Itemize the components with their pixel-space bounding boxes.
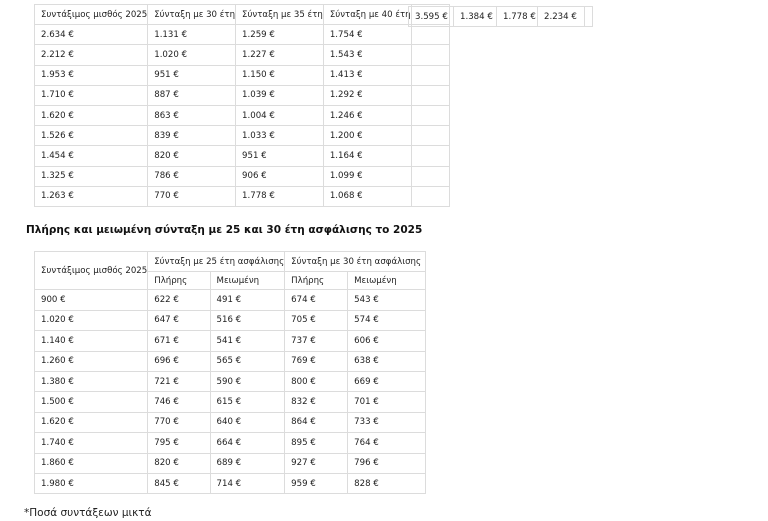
column-header: Συντάξιμος μισθός 2025	[35, 5, 148, 25]
table-cell: 2.634 €	[35, 25, 148, 45]
table-cell: 1.131 €	[148, 25, 236, 45]
table-cell: 1.620 €	[35, 412, 148, 432]
section-heading: Πλήρης και μειωμένη σύνταξη με 25 και 30 έτη ασφάλισης το 2025	[26, 224, 423, 236]
column-header: Πλήρης	[148, 272, 210, 290]
table-cell: 863 €	[148, 105, 236, 125]
empty-cell	[411, 45, 449, 65]
table-cell: 764 €	[348, 433, 426, 453]
table-cell: 795 €	[148, 433, 210, 453]
table-row	[35, 65, 450, 85]
table-cell: 1.263 €	[35, 186, 148, 206]
empty-cell	[411, 126, 449, 146]
table-cell: 1.200 €	[323, 126, 411, 146]
table-cell: 1.099 €	[323, 166, 411, 186]
table-cell: 674 €	[285, 290, 348, 310]
table-cell: 832 €	[285, 392, 348, 412]
table-row	[35, 310, 426, 330]
table-cell: 796 €	[348, 453, 426, 473]
table-cell: 900 €	[35, 290, 148, 310]
table-cell: 1.380 €	[35, 371, 148, 391]
table-cell: 671 €	[148, 331, 210, 351]
table-cell: 839 €	[148, 126, 236, 146]
table-cell: 746 €	[148, 392, 210, 412]
table-header-row	[35, 252, 426, 272]
table-cell: 820 €	[148, 146, 236, 166]
table-row	[35, 146, 450, 166]
empty-cell	[411, 105, 449, 125]
table-row	[35, 25, 450, 45]
table-cell: 590 €	[210, 371, 285, 391]
table-cell: 770 €	[148, 412, 210, 432]
empty-cell	[585, 7, 593, 27]
empty-cell	[411, 146, 449, 166]
column-header: Μειωμένη	[210, 272, 285, 290]
table-cell: 664 €	[210, 433, 285, 453]
table-cell: 1.710 €	[35, 85, 148, 105]
table-row	[35, 453, 426, 473]
table-row	[35, 126, 450, 146]
table-cell: 828 €	[348, 473, 426, 493]
column-header: Πλήρης	[285, 272, 348, 290]
table-cell: 1.526 €	[35, 126, 148, 146]
table-cell: 1.413 €	[323, 65, 411, 85]
table-row	[35, 290, 426, 310]
table-cell: 696 €	[148, 351, 210, 371]
table-cell: 543 €	[348, 290, 426, 310]
table-cell: 800 €	[285, 371, 348, 391]
table-cell: 1.140 €	[35, 331, 148, 351]
column-group-header: Σύνταξη με 25 έτη ασφάλισης	[148, 252, 285, 272]
table-cell: 622 €	[148, 290, 210, 310]
table-cell: 927 €	[285, 453, 348, 473]
table-row	[35, 473, 426, 493]
table-cell: 1.259 €	[236, 25, 324, 45]
pension-table-full-reduced	[34, 251, 426, 494]
table-cell: 1.004 €	[236, 105, 324, 125]
table-row	[35, 45, 450, 65]
table-cell: 1.754 €	[323, 25, 411, 45]
table-cell: 1.150 €	[236, 65, 324, 85]
table-cell: 701 €	[348, 392, 426, 412]
table-cell: 1.953 €	[35, 65, 148, 85]
table-cell: 769 €	[285, 351, 348, 371]
table-cell: 906 €	[236, 166, 324, 186]
table-cell: 689 €	[210, 453, 285, 473]
empty-cell	[411, 25, 449, 45]
footnote: *Ποσά συντάξεων μικτά	[24, 507, 152, 519]
table-cell: 1.384 €	[454, 7, 497, 27]
table-cell: 1.020 €	[35, 310, 148, 330]
overflow-row	[408, 6, 593, 27]
table-cell: 491 €	[210, 290, 285, 310]
table-cell: 721 €	[148, 371, 210, 391]
column-header: Μειωμένη	[348, 272, 426, 290]
table-cell: 1.500 €	[35, 392, 148, 412]
table-cell: 864 €	[285, 412, 348, 432]
table-cell: 1.860 €	[35, 453, 148, 473]
table-cell: 615 €	[210, 392, 285, 412]
table-cell: 1.778 €	[497, 7, 538, 27]
table-cell: 820 €	[148, 453, 210, 473]
table-cell: 714 €	[210, 473, 285, 493]
table-cell: 565 €	[210, 351, 285, 371]
table-row	[35, 371, 426, 391]
table-row	[35, 166, 450, 186]
table-cell: 606 €	[348, 331, 426, 351]
table-cell: 1.980 €	[35, 473, 148, 493]
table-row	[35, 331, 426, 351]
pension-table-30-35-40	[34, 4, 450, 207]
table-cell: 1.020 €	[148, 45, 236, 65]
table-cell: 2.234 €	[538, 7, 585, 27]
empty-cell	[411, 186, 449, 206]
column-header: Σύνταξη με 35 έτη	[236, 5, 324, 25]
table-cell: 1.543 €	[323, 45, 411, 65]
table-cell: 887 €	[148, 85, 236, 105]
column-header: Σύνταξη με 40 έτη	[323, 5, 411, 25]
empty-cell	[411, 85, 449, 105]
table-cell: 574 €	[348, 310, 426, 330]
table-row	[35, 105, 450, 125]
table-cell: 1.033 €	[236, 126, 324, 146]
table-cell: 1.620 €	[35, 105, 148, 125]
column-header: Συντάξιμος μισθός 2025	[35, 252, 148, 290]
table-cell: 541 €	[210, 331, 285, 351]
table-row	[35, 186, 450, 206]
column-group-header: Σύνταξη με 30 έτη ασφάλισης	[285, 252, 426, 272]
table-cell: 895 €	[285, 433, 348, 453]
table-row	[35, 392, 426, 412]
table-cell: 845 €	[148, 473, 210, 493]
table-cell: 1.454 €	[35, 146, 148, 166]
table-header-row	[35, 5, 450, 25]
table-cell: 1.246 €	[323, 105, 411, 125]
table-cell: 1.068 €	[323, 186, 411, 206]
empty-cell	[411, 65, 449, 85]
table-cell: 786 €	[148, 166, 236, 186]
table-cell: 1.778 €	[236, 186, 324, 206]
table-cell: 959 €	[285, 473, 348, 493]
table-cell: 669 €	[348, 371, 426, 391]
table-cell: 3.595 €	[409, 7, 454, 27]
table-cell: 1.227 €	[236, 45, 324, 65]
table-cell: 638 €	[348, 351, 426, 371]
table-row	[409, 7, 593, 27]
table-row	[35, 412, 426, 432]
table-cell: 705 €	[285, 310, 348, 330]
table-cell: 733 €	[348, 412, 426, 432]
table-cell: 1.039 €	[236, 85, 324, 105]
table-cell: 951 €	[148, 65, 236, 85]
table-cell: 1.325 €	[35, 166, 148, 186]
table-cell: 2.212 €	[35, 45, 148, 65]
empty-cell	[411, 166, 449, 186]
table-cell: 737 €	[285, 331, 348, 351]
table-cell: 951 €	[236, 146, 324, 166]
table-cell: 770 €	[148, 186, 236, 206]
table-cell: 1.740 €	[35, 433, 148, 453]
table-row	[35, 433, 426, 453]
table-cell: 516 €	[210, 310, 285, 330]
column-header: Σύνταξη με 30 έτη	[148, 5, 236, 25]
table-row	[35, 85, 450, 105]
table-cell: 640 €	[210, 412, 285, 432]
table-cell: 1.260 €	[35, 351, 148, 371]
table-row	[35, 351, 426, 371]
table-cell: 1.164 €	[323, 146, 411, 166]
table-cell: 1.292 €	[323, 85, 411, 105]
table-cell: 647 €	[148, 310, 210, 330]
